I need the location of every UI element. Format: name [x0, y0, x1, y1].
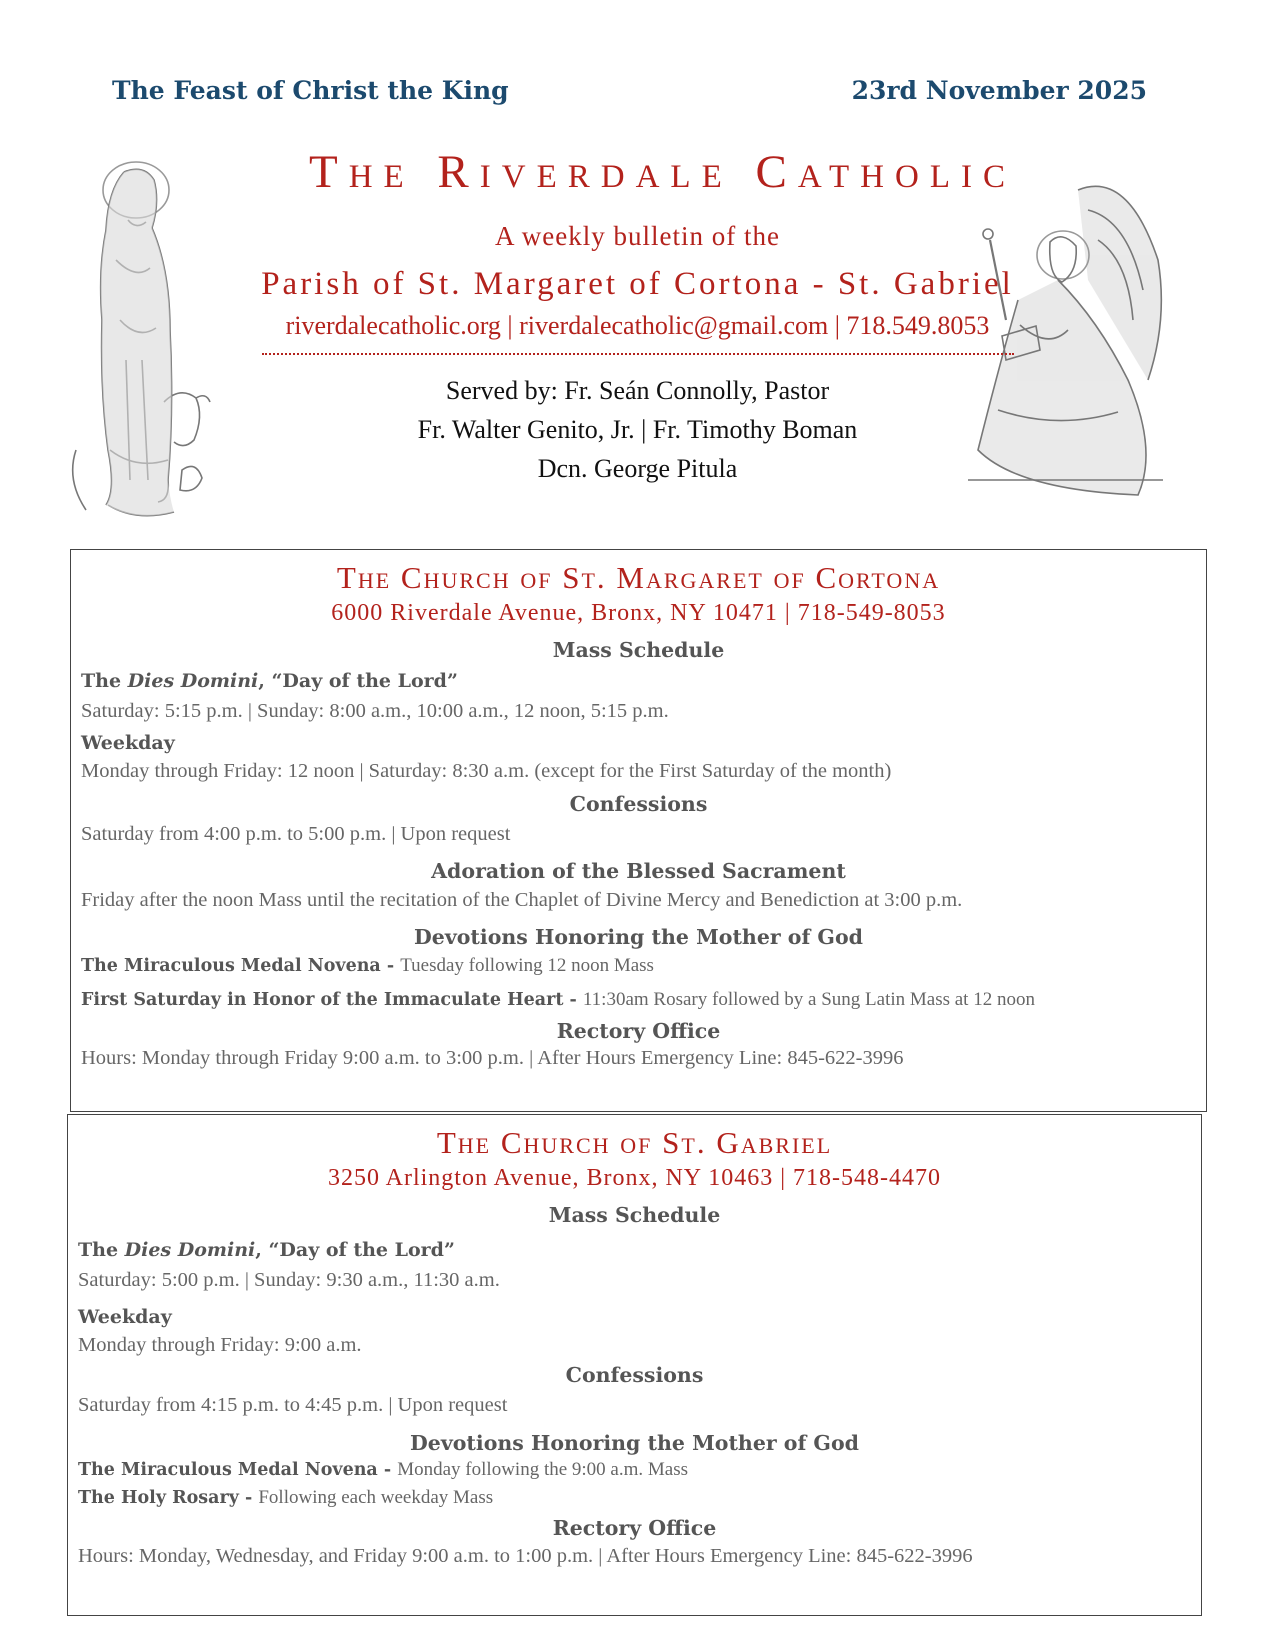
confessions-times: Saturday from 4:15 p.m. to 4:45 p.m. | Upon request	[78, 1394, 508, 1416]
rectory-heading: Rectory Office	[552, 1516, 717, 1540]
feast-title: The Feast of Christ the King	[112, 75, 509, 105]
first-saturday-line: First Saturday in Honor of the Immaculate Heart - 11:30am Rosary followed by a Sung Latin Mass at 12 noon	[81, 989, 1035, 1010]
clergy-list	[0, 371, 1275, 488]
devotions-heading: Devotions Honoring the Mother of God	[410, 1431, 859, 1455]
sunday-mass-times: Saturday: 5:00 p.m. | Sunday: 9:30 a.m., 11:30 a.m.	[78, 1269, 500, 1291]
bulletin-subtitle: A weekly bulletin of the	[495, 221, 780, 251]
church-name: The Church of St. Margaret of Cortona	[336, 560, 941, 595]
clergy-line: Served by: Fr. Seán Connolly, Pastor	[445, 376, 830, 405]
parish-name: Parish of St. Margaret of Cortona - St. Gabriel	[261, 266, 1014, 302]
sunday-mass-times: Saturday: 5:15 p.m. | Sunday: 8:00 a.m., 10:00 a.m., 12 noon, 5:15 p.m.	[81, 700, 669, 722]
dies-domini-label: The Dies Domini, “Day of the Lord”	[81, 670, 458, 692]
clergy-line: Fr. Walter Genito, Jr. | Fr. Timothy Boman	[417, 415, 858, 444]
rosary-line: The Holy Rosary - Following each weekday Mass	[78, 1487, 494, 1508]
masthead	[0, 145, 1275, 488]
novena-line: The Miraculous Medal Novena - Monday following the 9:00 a.m. Mass	[78, 1459, 689, 1480]
church-st-gabriel-box	[67, 1114, 1202, 1616]
confessions-heading: Confessions	[569, 792, 708, 816]
mass-schedule-heading: Mass Schedule	[548, 1203, 721, 1227]
page-header	[112, 72, 1147, 108]
bulletin-title: The Riverdale Catholic	[308, 146, 1017, 198]
weekday-label: Weekday	[78, 1306, 172, 1328]
confessions-heading: Confessions	[565, 1363, 704, 1387]
weekday-mass-times: Monday through Friday: 12 noon | Saturday: 8:30 a.m. (except for the First Saturday of the month)	[81, 760, 892, 782]
dies-domini-label: The Dies Domini, “Day of the Lord”	[78, 1239, 455, 1261]
parish-contact: riverdalecatholic.org | riverdalecatholic@gmail.com | 718.549.8053	[285, 311, 990, 340]
clergy-line: Dcn. George Pitula	[537, 454, 738, 483]
bulletin-date: 23rd November 2025	[851, 75, 1147, 105]
confessions-times: Saturday from 4:00 p.m. to 5:00 p.m. | Upon request	[81, 823, 511, 845]
adoration-heading: Adoration of the Blessed Sacrament	[431, 859, 846, 883]
church-name: The Church of St. Gabriel	[436, 1125, 833, 1160]
devotions-heading: Devotions Honoring the Mother of God	[414, 925, 863, 949]
rectory-heading: Rectory Office	[556, 1019, 721, 1043]
rectory-hours: Hours: Monday through Friday 9:00 a.m. to 3:00 p.m. | After Hours Emergency Line: 845-622-3996	[81, 1047, 904, 1069]
dotted-divider	[262, 353, 1014, 355]
mass-schedule-heading: Mass Schedule	[552, 638, 725, 662]
weekday-mass-times: Monday through Friday: 9:00 a.m.	[78, 1334, 362, 1356]
adoration-text: Friday after the noon Mass until the recitation of the Chaplet of Divine Mercy and Benediction at 3:00 p.m.	[81, 889, 963, 911]
rectory-hours: Hours: Monday, Wednesday, and Friday 9:00 a.m. to 1:00 p.m. | After Hours Emergency Line: 845-622-3996	[78, 1545, 973, 1567]
church-address: 6000 Riverdale Avenue, Bronx, NY 10471 | 718-549-8053	[331, 600, 946, 626]
weekday-label: Weekday	[81, 732, 175, 754]
church-st-margaret-box	[70, 549, 1207, 1112]
church-address: 3250 Arlington Avenue, Bronx, NY 10463 | 718-548-4470	[327, 1165, 942, 1191]
novena-line: The Miraculous Medal Novena - Tuesday following 12 noon Mass	[81, 955, 654, 976]
